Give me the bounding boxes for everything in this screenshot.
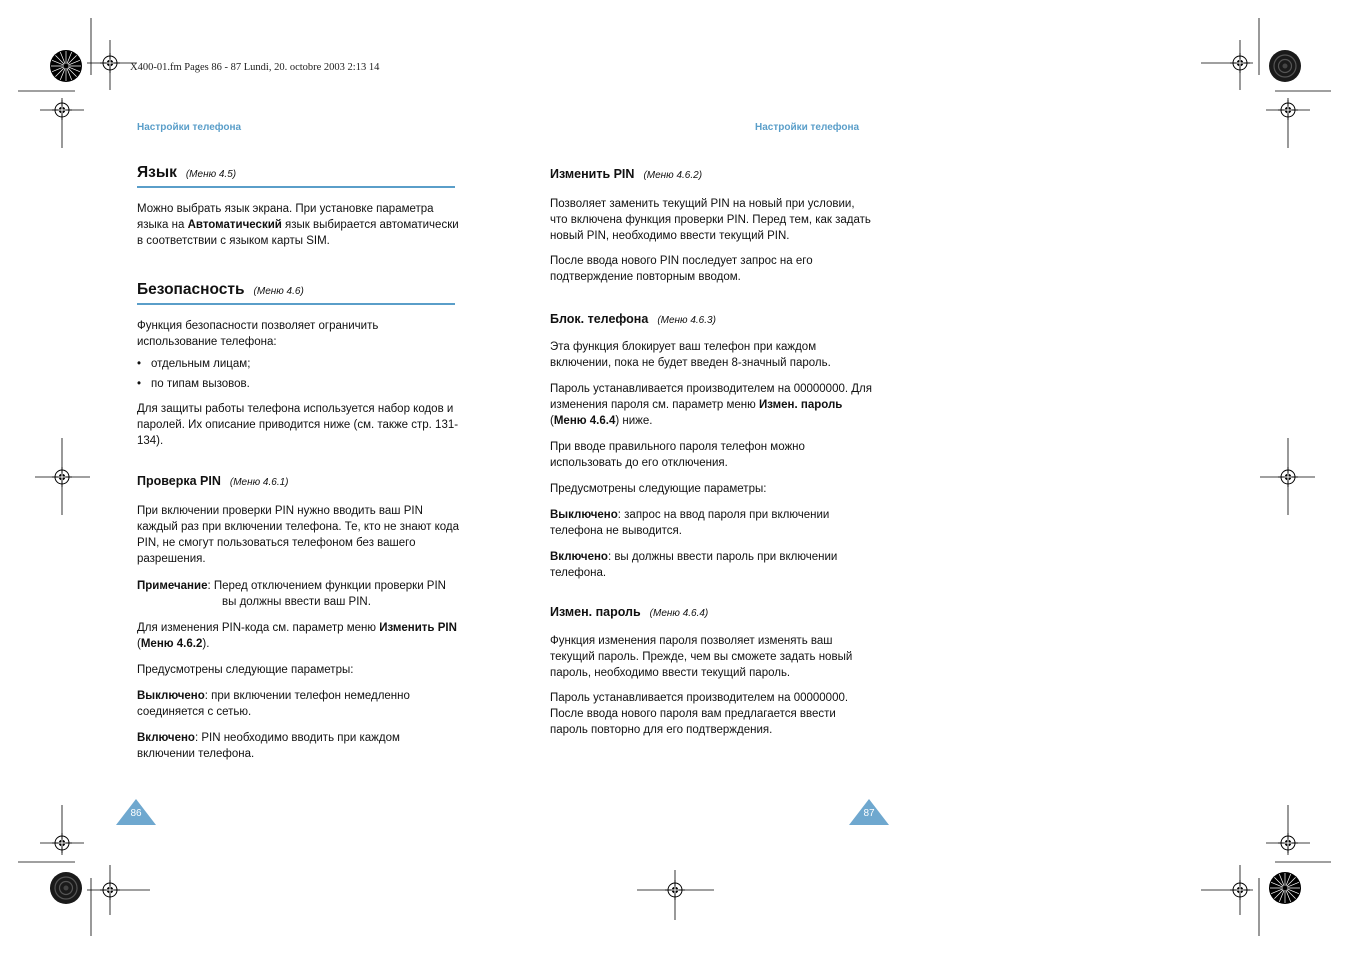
page-number-left-label: 86: [130, 808, 142, 819]
security-rule: [137, 303, 455, 305]
pin-check-body: [137, 503, 459, 762]
change-pin-menu-ref: (Меню 4.6.2): [643, 170, 703, 181]
security-bullet-1: • отдельным лицам;: [137, 358, 251, 370]
phone-lock-paragraph-3: При вводе правильного пароля телефон можно использовать до его отключения.: [550, 441, 805, 469]
change-pin-paragraph-2: После ввода нового PIN последует запрос на его подтверждение повторным вводом.: [550, 255, 813, 283]
language-heading: [137, 165, 457, 183]
change-pin-body: [550, 196, 872, 285]
change-password-menu-ref: (Меню 4.6.4): [649, 608, 709, 619]
language-body: [137, 201, 459, 249]
pin-check-title: Проверка PIN: [137, 474, 221, 488]
security-codes-paragraph: Для защиты работы телефона используется набор кодов и паролей. Их описание приводится ниже (см. также стр. 131-134).: [137, 403, 459, 447]
security-menu-ref: (Меню 4.6): [253, 286, 304, 297]
phone-lock-option-off: Выключено: запрос на ввод пароля при включении телефона не выводится.: [550, 509, 830, 537]
language-title: Язык: [137, 164, 177, 181]
security-intro: Функция безопасности позволяет ограничить использование телефона:: [137, 320, 379, 348]
security-title: Безопасность: [137, 281, 245, 298]
running-head-left: Настройки телефона: [137, 122, 242, 133]
phone-lock-heading: [550, 311, 870, 329]
pin-check-option-on: Включено: PIN необходимо вводить при каждом включении телефона.: [137, 732, 400, 760]
change-password-paragraph-2: Пароль устанавливается производителем на 00000000. После ввода нового пароля вам предлагается ввести пароль повторно для его подтверждения.: [550, 692, 849, 736]
security-body: [137, 318, 459, 449]
language-paragraph: Можно выбрать язык экрана. При установке параметра языка на Автоматический язык выбирается автоматически в соответствии с языком карты SIM.: [137, 203, 459, 247]
pin-check-paragraph: При включении проверки PIN нужно вводить ваш PIN каждый раз при включении телефона. Те, кто не знают кода PIN, не смогут пользоваться телефоном без вашего разрешения.: [137, 505, 459, 565]
language-menu-ref: (Меню 4.5): [185, 169, 237, 180]
page-number-right-label: 87: [863, 808, 875, 819]
pin-check-change-ref: Для изменения PIN-кода см. параметр меню Изменить PIN (Меню 4.6.2).: [137, 622, 457, 650]
phone-lock-paragraph-2: Пароль устанавливается производителем на 00000000. Для изменения пароля см. параметр меню Измен. пароль (Меню 4.6.4) ниже.: [550, 383, 872, 427]
language-rule: [137, 186, 455, 188]
security-heading: [137, 282, 457, 300]
change-password-paragraph-1: Функция изменения пароля позволяет изменять ваш текущий пароль. Прежде, чем вы сможете задать новый пароль, необходимо ввести текущий пароль.: [550, 635, 853, 679]
change-pin-heading: [550, 166, 870, 184]
pin-check-options-intro: Предусмотрены следующие параметры:: [137, 664, 354, 676]
phone-lock-paragraph-1: Эта функция блокирует ваш телефон при каждом включении, пока не будет введен 8-значный пароль.: [550, 341, 831, 369]
pin-check-heading: [137, 473, 457, 491]
change-pin-title: Изменить PIN: [550, 167, 635, 181]
change-password-heading: [550, 604, 870, 622]
phone-lock-option-on: Включено: вы должны ввести пароль при включении телефона.: [550, 551, 838, 579]
pin-check-menu-ref: (Меню 4.6.1): [229, 477, 289, 488]
pin-check-note: Примечание: Перед отключением функции проверки PIN вы должны ввести ваш PIN.: [137, 580, 446, 608]
phone-lock-title: Блок. телефона: [550, 312, 649, 326]
change-password-title: Измен. пароль: [550, 605, 641, 619]
running-head-right: Настройки телефона: [755, 122, 860, 133]
security-bullet-2: • по типам вызовов.: [137, 378, 250, 390]
phone-lock-body: [550, 339, 872, 581]
change-password-body: [550, 633, 872, 738]
file-header: X400-01.fm Pages 86 - 87 Lundi, 20. octobre 2003 2:13 14: [130, 62, 380, 73]
phone-lock-menu-ref: (Меню 4.6.3): [657, 315, 716, 326]
pin-check-option-off: Выключено: при включении телефон немедленно соединяется с сетью.: [137, 690, 410, 718]
phone-lock-options-intro: Предусмотрены следующие параметры:: [550, 483, 767, 495]
page-number-left: [116, 799, 156, 825]
page-number-right: [849, 799, 889, 825]
change-pin-paragraph-1: Позволяет заменить текущий PIN на новый при условии, что включена функция проверки PIN. Перед тем, как задать новый PIN, необходимо ввести текущий PIN.: [550, 198, 871, 242]
